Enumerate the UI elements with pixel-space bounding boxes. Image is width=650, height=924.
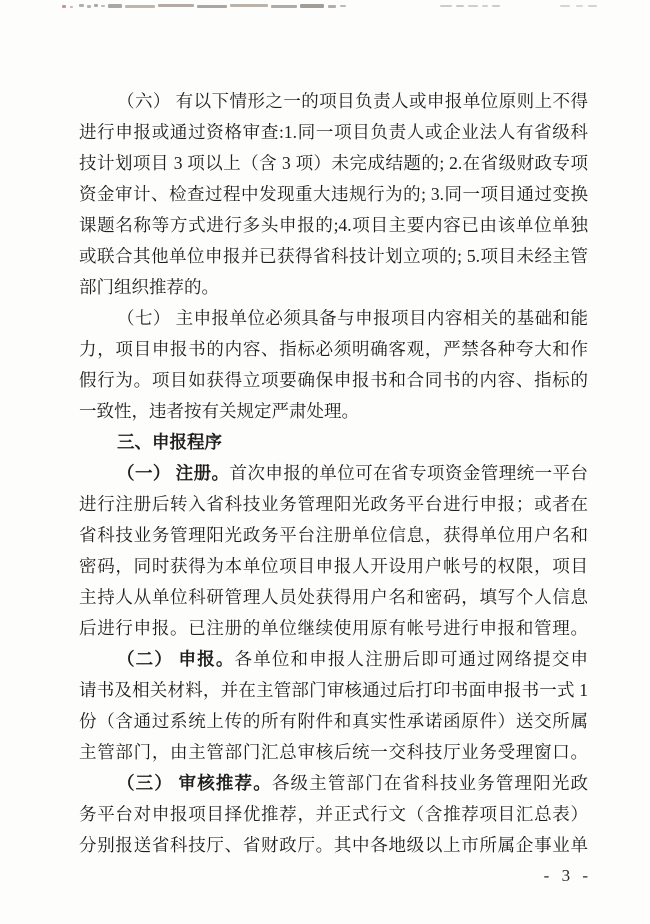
scan-noise-mark <box>197 5 227 8</box>
text-segment: 部门组织推荐的。 <box>79 277 219 297</box>
text-line <box>79 644 588 675</box>
scan-noise-mark <box>492 5 500 7</box>
page-number: - 3 - <box>543 866 592 885</box>
scan-noise-mark <box>576 5 583 7</box>
scan-noise-mark <box>87 5 91 8</box>
scan-noise-mark <box>328 5 336 8</box>
text-segment: 省科技业务管理阳光政务平台注册单位信息，获得单位用户名和 <box>79 525 588 545</box>
text-line <box>79 675 588 706</box>
scan-noise-mark <box>70 6 73 8</box>
text-segment: 请书及相关材料，并在主管部门审核通过后打印书面申报书一式 1 <box>79 680 588 700</box>
text-segment: 分别报送省科技厅、省财政厅。其中各地级以上市所属企事业单 <box>79 835 588 855</box>
text-segment: 份（含通过系统上传的所有附件和真实性承诺函原件）送交所属 <box>79 711 588 731</box>
scan-noise-mark <box>482 5 488 7</box>
scan-noise-mark <box>440 5 452 7</box>
text-line <box>79 830 588 861</box>
bold-text-segment: （一） 注册。 <box>117 463 230 483</box>
text-line <box>79 303 588 334</box>
text-line <box>79 241 588 272</box>
text-line <box>79 489 588 520</box>
text-line <box>79 365 588 396</box>
text-segment: 各单位和申报人注册后即可通过网络提交申 <box>234 649 588 669</box>
text-segment: 主管部门，由主管部门汇总审核后统一交科技厅业务受理窗口。 <box>79 742 588 762</box>
scan-noise-mark <box>158 4 194 7</box>
text-segment: 或联合其他单位申报并已获得省科技计划立项的; 5.项目未经主管 <box>79 246 588 266</box>
text-segment: 假行为。项目如获得立项要确保申报书和合同书的内容、指标的 <box>79 370 588 390</box>
scan-noise-mark <box>456 5 464 7</box>
text-segment: （六） 有以下情形之一的项目负责人或申报单位原则上不得 <box>117 91 588 111</box>
scan-noise-mark <box>230 4 268 7</box>
scan-noise-mark <box>300 4 324 8</box>
scan-noise-mark <box>340 5 346 7</box>
text-segment: 技计划项目 3 项以上（含 3 项）未完成结题的; 2.在省级财政专项 <box>79 153 588 173</box>
text-line <box>79 272 588 303</box>
text-line <box>79 551 588 582</box>
text-line <box>79 613 588 644</box>
scan-noise-mark <box>125 5 155 8</box>
scan-noise-mark <box>271 5 297 8</box>
text-segment: 课题名称等方式进行多头申报的;4.项目主要内容已由该单位单独 <box>79 215 588 235</box>
text-line <box>79 799 588 830</box>
text-line <box>79 179 588 210</box>
text-segment: 进行注册后转入省科技业务管理阳光政务平台进行申报；或者在 <box>79 494 588 514</box>
text-line <box>79 458 588 489</box>
text-line <box>79 148 588 179</box>
scan-noise <box>0 0 650 14</box>
scan-noise-mark <box>101 5 105 7</box>
text-segment: 后进行申报。已注册的单位继续使用原有帐号进行申报和管理。 <box>79 618 588 638</box>
text-segment: 密码，同时获得为本单位项目申报人开设用户帐号的权限，项目 <box>79 556 588 576</box>
text-line <box>79 334 588 365</box>
text-segment: 力，项目申报书的内容、指标必须明确客观，严禁各种夸大和作 <box>79 339 588 359</box>
text-line <box>79 706 588 737</box>
scan-noise-mark <box>79 4 84 7</box>
bold-text-segment: （二） 申报。 <box>117 649 235 669</box>
bold-text-segment: （三） 审核推荐。 <box>117 773 272 793</box>
bold-text-segment: 三、申报程序 <box>117 432 222 452</box>
text-line <box>79 210 588 241</box>
text-line <box>79 768 588 799</box>
scan-noise-mark <box>560 5 570 7</box>
scan-noise-mark <box>94 4 98 7</box>
scan-noise-mark <box>588 5 597 7</box>
text-segment: 资金审计、检查过程中发现重大违规行为的; 3.同一项目通过变换 <box>79 184 588 204</box>
scan-noise-mark <box>468 5 478 7</box>
text-line <box>79 737 588 768</box>
text-line <box>79 520 588 551</box>
text-segment: 首次申报的单位可在省专项资金管理统一平台 <box>229 463 589 483</box>
text-segment: （七） 主申报单位必须具备与申报项目内容相关的基础和能 <box>117 308 588 328</box>
text-segment: 各级主管部门在省科技业务管理阳光政 <box>271 773 588 793</box>
text-segment: 进行申报或通过资格审查:1.同一项目负责人或企业法人有省级科 <box>79 122 588 142</box>
text-line <box>79 427 588 458</box>
scan-noise-mark <box>62 5 66 8</box>
scan-noise-mark <box>108 4 122 8</box>
text-line <box>79 86 588 117</box>
document-lines <box>79 86 588 861</box>
text-line <box>79 396 588 427</box>
text-line <box>79 582 588 613</box>
text-segment: 主持人从单位科研管理人员处获得用户名和密码，填写个人信息 <box>79 587 588 607</box>
text-segment: 一致性，违者按有关规定严肃处理。 <box>79 401 359 421</box>
text-line <box>79 117 588 148</box>
text-segment: 务平台对申报项目择优推荐，并正式行文（含推荐项目汇总表） <box>79 804 588 824</box>
